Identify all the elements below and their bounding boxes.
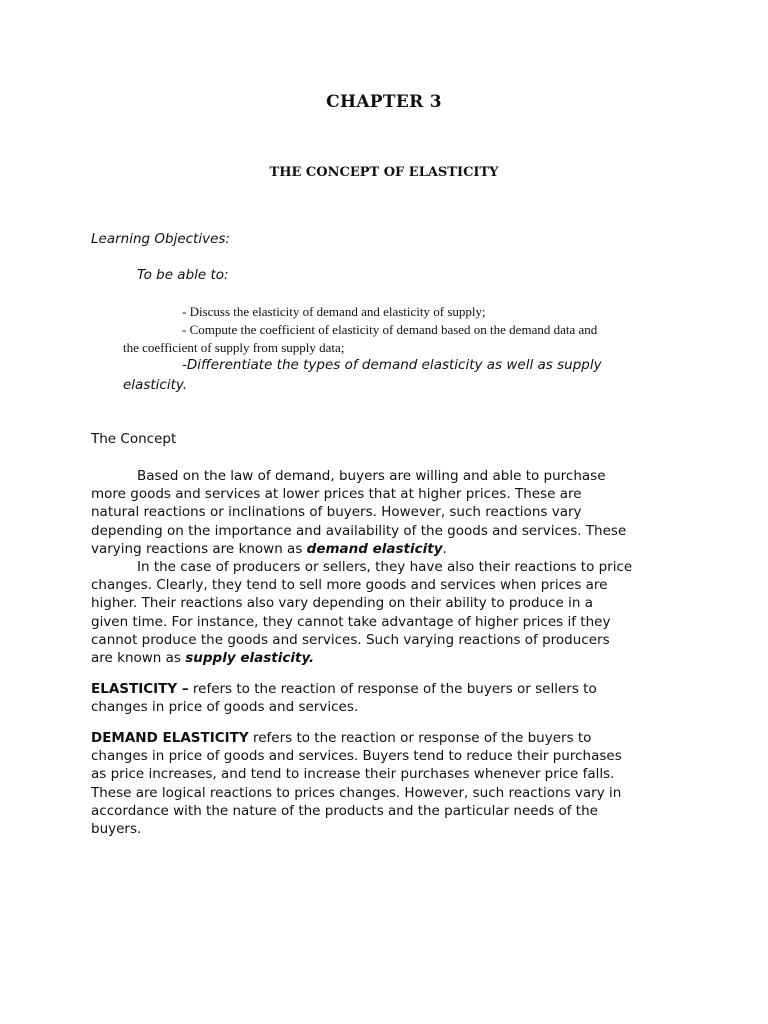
elasticity-term: ELASTICITY – bbox=[91, 681, 189, 697]
objective-1: - Discuss the elasticity of demand and elasticity of supply; bbox=[182, 304, 486, 319]
demand-line-1 bbox=[91, 729, 681, 747]
supply-elasticity-term: supply elasticity. bbox=[185, 649, 315, 666]
demand-line: buyers. bbox=[91, 820, 142, 837]
demand-def-rest: refers to the reaction or response of the buyers to bbox=[248, 730, 592, 746]
para2-line: higher. Their reactions also vary depending on their ability to produce in a bbox=[91, 595, 593, 612]
demand-elasticity-heading-term: DEMAND ELASTICITY bbox=[91, 730, 249, 746]
para1-suffix: . bbox=[442, 540, 447, 557]
elasticity-def-rest: refers to the reaction of response of the buyers or sellers to bbox=[188, 681, 597, 697]
learning-objectives-intro: To be able to: bbox=[137, 267, 229, 283]
para1-line: natural reactions or inclinations of buyers. However, such reactions vary bbox=[91, 504, 582, 521]
demand-line: These are logical reactions to prices changes. However, such reactions vary in bbox=[91, 784, 622, 801]
para2-line-last bbox=[91, 649, 681, 667]
objective-3-line-1: -Differentiate the types of demand elasticity as well as supply bbox=[182, 357, 602, 373]
learning-objectives-heading: Learning Objectives: bbox=[91, 231, 230, 247]
elasticity-definition bbox=[91, 680, 681, 716]
objective-3-line-2: elasticity. bbox=[123, 377, 188, 393]
objective-2-line-2: the coefficient of supply from supply data; bbox=[123, 340, 345, 355]
chapter-title: THE CONCEPT OF ELASTICITY bbox=[269, 165, 499, 180]
para1-line: more goods and services at lower prices that at higher prices. These are bbox=[91, 486, 582, 503]
demand-line: as price increases, and tend to increase their purchases whenever price falls. bbox=[91, 766, 615, 783]
demand-elasticity-definition bbox=[91, 729, 681, 838]
para2-prefix: are known as bbox=[91, 649, 186, 666]
objective-2-line-1: - Compute the coefficient of elasticity of demand based on the demand data and bbox=[182, 322, 598, 337]
para1-prefix: varying reactions are known as bbox=[91, 540, 307, 557]
para2-line: given time. For instance, they cannot take advantage of higher prices if they bbox=[91, 613, 611, 630]
para1-line-last bbox=[91, 540, 681, 558]
para1-line: Based on the law of demand, buyers are willing and able to purchase bbox=[137, 468, 606, 484]
para2-line: changes. Clearly, they tend to sell more goods and services when prices are bbox=[91, 577, 608, 594]
chapter-number: CHAPTER 3 bbox=[326, 92, 442, 112]
demand-line: accordance with the nature of the products and the particular needs of the bbox=[91, 802, 598, 819]
concept-paragraphs bbox=[91, 467, 681, 667]
demand-elasticity-term: demand elasticity bbox=[306, 540, 443, 557]
section-heading: The Concept bbox=[91, 431, 177, 447]
para2-line: In the case of producers or sellers, they have also their reactions to price bbox=[137, 558, 633, 575]
para2-line: cannot produce the goods and services. Such varying reactions of producers bbox=[91, 631, 610, 648]
para1-line: depending on the importance and availability of the goods and services. These bbox=[91, 522, 627, 539]
elasticity-line-1 bbox=[91, 680, 681, 698]
elasticity-line-2: changes in price of goods and services. bbox=[91, 699, 359, 716]
demand-line: changes in price of goods and services. Buyers tend to reduce their purchases bbox=[91, 748, 622, 765]
